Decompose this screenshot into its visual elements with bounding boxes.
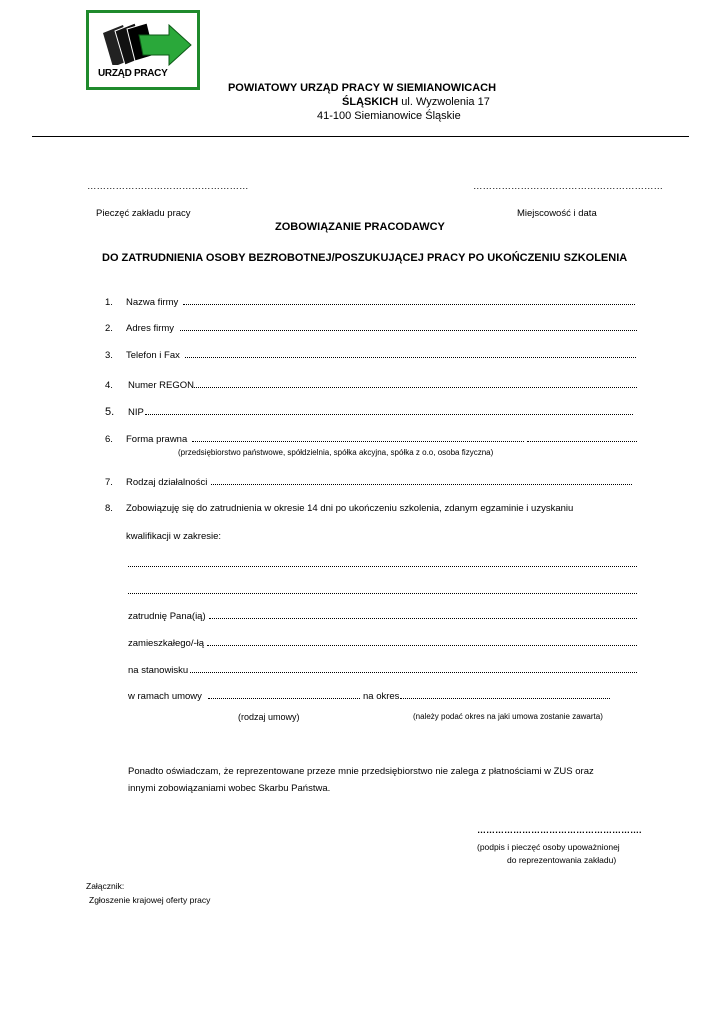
office-name-bold: ŚLĄSKICH (342, 96, 399, 108)
field-num-5: 5. (105, 406, 115, 418)
field-label-zobowiazanie: Zobowiązuję się do zatrudnienia w okresie 14 dni po ukończeniu szkolenia, zdanym egzaminie i uzyskaniu (126, 503, 574, 514)
field-num-1: 1. (105, 297, 113, 308)
zamieszkalego-line[interactable] (207, 638, 637, 646)
date-dots: …………………………………………………… (473, 181, 663, 192)
field-num-7: 7. (105, 477, 113, 488)
office-name-line2 (342, 96, 490, 108)
zamieszkalego-label: zamieszkałego/-łą (128, 638, 205, 649)
field-num-2: 2. (105, 323, 113, 334)
field-nazwa-firmy-line[interactable] (183, 297, 635, 305)
kwalifikacji-label: kwalifikacji w zakresie: (126, 531, 222, 542)
office-name-line1: POWIATOWY URZĄD PRACY W SIEMIANOWICACH (227, 82, 497, 94)
field-label-telefon: Telefon i Fax (126, 350, 180, 361)
field-adres-firmy-line[interactable] (180, 323, 637, 331)
okres-label: na okres (363, 691, 400, 702)
kwalifikacje-line-1[interactable] (128, 559, 637, 567)
zatrudnie-line[interactable] (209, 611, 637, 619)
document-subtitle: DO ZATRUDNIENIA OSOBY BEZROBOTNEJ/POSZUKUJĄCEJ PRACY PO UKOŃCZENIU SZKOLENIA (102, 252, 628, 264)
document-title: ZOBOWIĄZANIE PRACODAWCY (275, 221, 445, 233)
signature-caption-2: do reprezentowania zakładu) (507, 855, 617, 865)
field-num-4: 4. (105, 380, 113, 391)
field-label-rodzaj-dzialalnosci: Rodzaj działalności (126, 477, 208, 488)
field-forma-prawna-line-2[interactable] (527, 434, 637, 442)
field-telefon-line[interactable] (185, 350, 636, 358)
field-regon-line[interactable] (194, 380, 637, 388)
field-label-forma-prawna: Forma prawna (126, 434, 188, 445)
umowy-label: w ramach umowy (128, 691, 202, 702)
field-num-8: 8. (105, 503, 113, 514)
field-nip-line[interactable] (145, 407, 633, 415)
logo-text: URZĄD PRACY (98, 68, 168, 79)
zatrudnie-label: zatrudnię Pana(ią) (128, 611, 206, 622)
oswiadczenie-line-1: Ponadto oświadczam, że reprezentowane przeze mnie przedsiębiorstwo nie zalega z płatnościami w ZUS oraz (128, 766, 594, 777)
urzad-pracy-logo (86, 10, 200, 90)
office-city: 41-100 Siemianowice Śląskie (317, 110, 461, 122)
field-label-regon: Numer REGON (128, 380, 194, 391)
date-label: Miejscowość i data (517, 208, 597, 219)
field-label-nazwa-firmy: Nazwa firmy (126, 297, 179, 308)
attachment-item: Zgłoszenie krajowej oferty pracy (89, 895, 211, 905)
signature-caption-1: (podpis i pieczęć osoby upoważnionej (477, 842, 620, 852)
field-forma-prawna-line[interactable] (192, 434, 524, 442)
okres-hint: (należy podać okres na jaki umowa zostanie zawarta) (413, 712, 603, 721)
stanowisko-line[interactable] (190, 665, 637, 673)
field-label-nip: NIP (128, 407, 144, 418)
kwalifikacje-line-2[interactable] (128, 586, 637, 594)
attachment-label: Załącznik: (86, 881, 125, 891)
rodzaj-umowy-line[interactable] (208, 691, 360, 699)
field-label-adres-firmy: Adres firmy (126, 323, 175, 334)
stamp-label: Pieczęć zakładu pracy (96, 208, 191, 219)
stamp-dots: …………………………………………… (87, 181, 249, 192)
field-num-3: 3. (105, 350, 113, 361)
stanowisko-label: na stanowisku (128, 665, 189, 676)
signature-dots[interactable]: ………………………………………………. (477, 825, 642, 835)
field-num-6: 6. (105, 434, 113, 445)
field-rodzaj-dzialalnosci-line[interactable] (211, 477, 632, 485)
okres-line[interactable] (400, 691, 610, 699)
header-divider (32, 136, 689, 137)
rodzaj-umowy-hint: (rodzaj umowy) (238, 712, 300, 722)
oswiadczenie-line-2: innymi zobowiązaniami wobec Skarbu Państwa. (128, 783, 331, 794)
forma-prawna-hint: (przedsiębiorstwo państwowe, spółdzielnia, spółka akcyjna, spółka z o.o, osoba fizyczna) (178, 448, 494, 457)
office-street: ul. Wyzwolenia 17 (398, 96, 490, 108)
